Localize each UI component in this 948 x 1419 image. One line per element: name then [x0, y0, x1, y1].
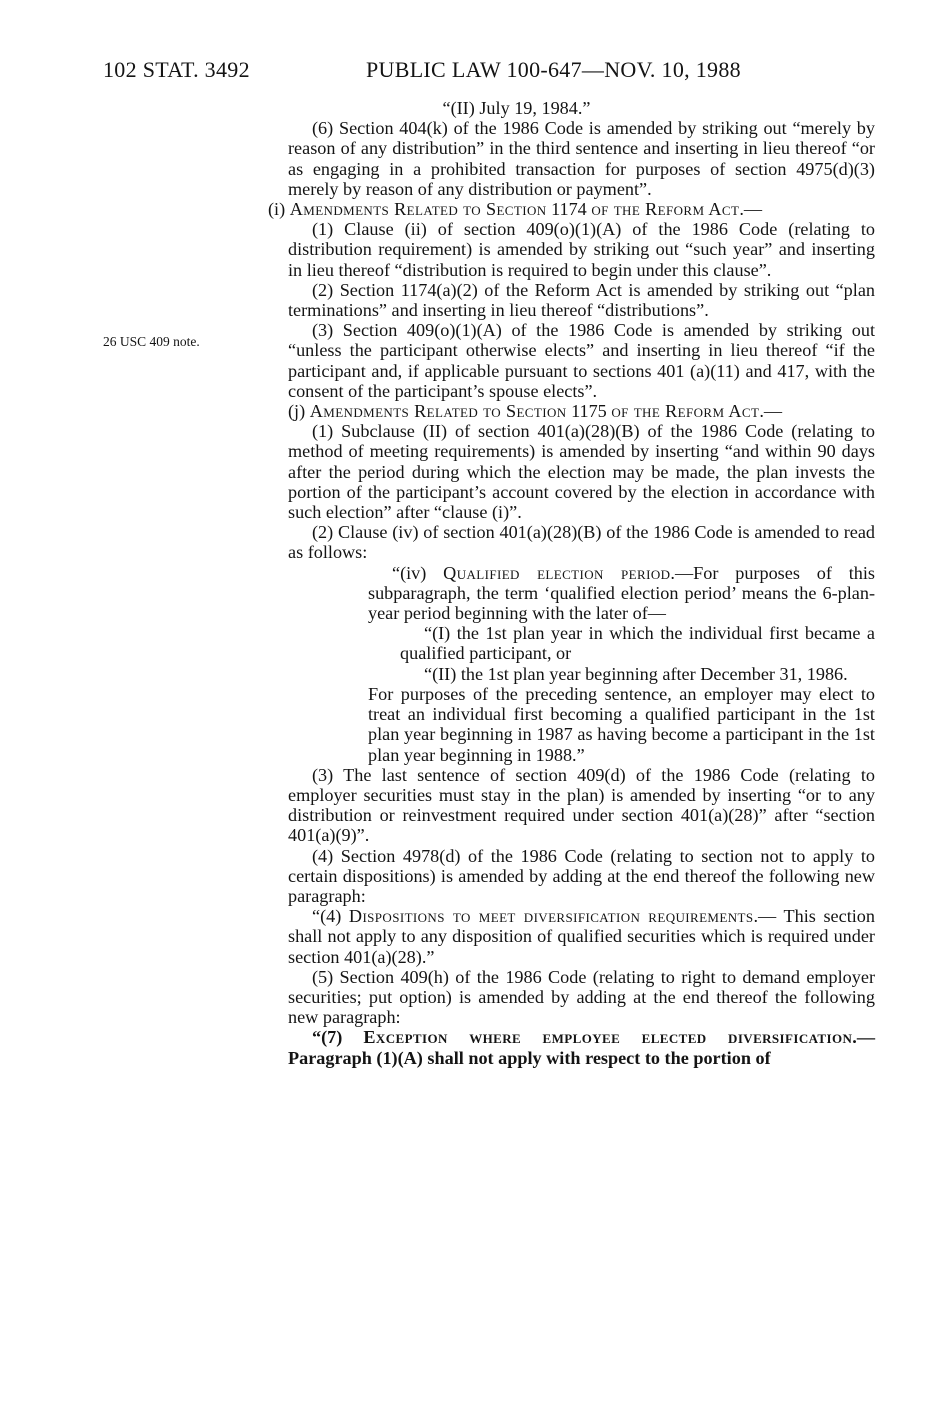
subsection-heading: (i) Amendments Related to Section 1174 of the Reform Act.— — [268, 199, 763, 220]
quoted-paragraph: “(7) Exception where employee elected diversification.— Paragraph (1)(A) shall not apply with respect to the portion of — [288, 1027, 875, 1068]
paragraph: (3) The last sentence of section 409(d) of the 1986 Code (relating to employer securities must stay in the plan) is amended by inserting “or to any distribution or reinvestment required under section 401(a)(28)” after “section 401(a)(9)”. — [288, 764, 875, 846]
paragraph: (1) Subclause (II) of section 401(a)(28)(B) of the 1986 Code (relating to method of meeting requirements) is amended by inserting “and within 90 days after the period during which the election may be made, the plan invests the portion of the participant’s account covered by the election in accordance with such election” after “clause (i)”. — [288, 421, 875, 523]
quoted-paragraph: “(4) Dispositions to meet diversification requirements.— This section shall not apply to any disposition of qualified securities which is required under section 401(a)(28).” — [288, 906, 875, 967]
subsection-heading: (j) Amendments Related to Section 1175 of the Reform Act.— — [288, 401, 783, 422]
paragraph: (1) Clause (ii) of section 409(o)(1)(A) of the 1986 Code (relating to distribution requirement) is amended by striking out “such year” and inserting in lieu thereof “distribution is required to begin under this clause”. — [288, 219, 875, 280]
paragraph: (2) Clause (iv) of section 401(a)(28)(B) of the 1986 Code is amended to read as follows: — [288, 522, 875, 563]
running-header-title: PUBLIC LAW 100-647—NOV. 10, 1988 — [366, 57, 741, 82]
margin-citation-note: 26 USC 409 note. — [103, 334, 200, 349]
quoted-subclause: “(I) the 1st plan year in which the individual first became a qualified participant, or — [400, 623, 875, 664]
quoted-line: “(II) July 19, 1984.” — [442, 98, 591, 118]
paragraph: (5) Section 409(h) of the 1986 Code (relating to right to demand employer securities; put option) is amended by adding at the end thereof the following new paragraph: — [288, 966, 875, 1028]
paragraph: (3) Section 409(o)(1)(A) of the 1986 Code is amended by striking out “unless the participant otherwise elects” and inserting in lieu thereof “if the participant and, if applicable pursuant to sections 401 (a)(11) and 417, with the consent of the participant’s spouse elects”. — [288, 320, 875, 401]
statute-page-number: 102 STAT. 3492 — [103, 57, 250, 82]
quoted-clause: “(iv) Qualified election period.—For purposes of this subparagraph, the term ‘qualified election period’ means the 6-plan-year period beginning with the later of— — [368, 562, 875, 624]
quoted-text: For purposes of the preceding sentence, an employer may elect to treat an individual first becoming a qualified participant in the 1st plan year beginning in 1987 as having become a participant in the 1st plan year beginning in 1988.” — [368, 683, 875, 765]
paragraph: (6) Section 404(k) of the 1986 Code is amended by striking out “merely by reason of any distribution” in the third sentence and inserting in lieu thereof “or as engaging in a prohibited transaction for purposes of section 4975(d)(3) merely by reason of any distribution or payment”. — [288, 118, 875, 199]
paragraph: (2) Section 1174(a)(2) of the Reform Act is amended by striking out “plan terminations” and inserting in lieu thereof “distributions”. — [288, 279, 875, 321]
document-body — [268, 98, 875, 1068]
quoted-subclause: “(II) the 1st plan year beginning after December 31, 1986. — [424, 663, 848, 684]
paragraph: (4) Section 4978(d) of the 1986 Code (relating to section not to apply to certain dispositions) is amended by adding at the end thereof the following new paragraph: — [288, 845, 875, 906]
